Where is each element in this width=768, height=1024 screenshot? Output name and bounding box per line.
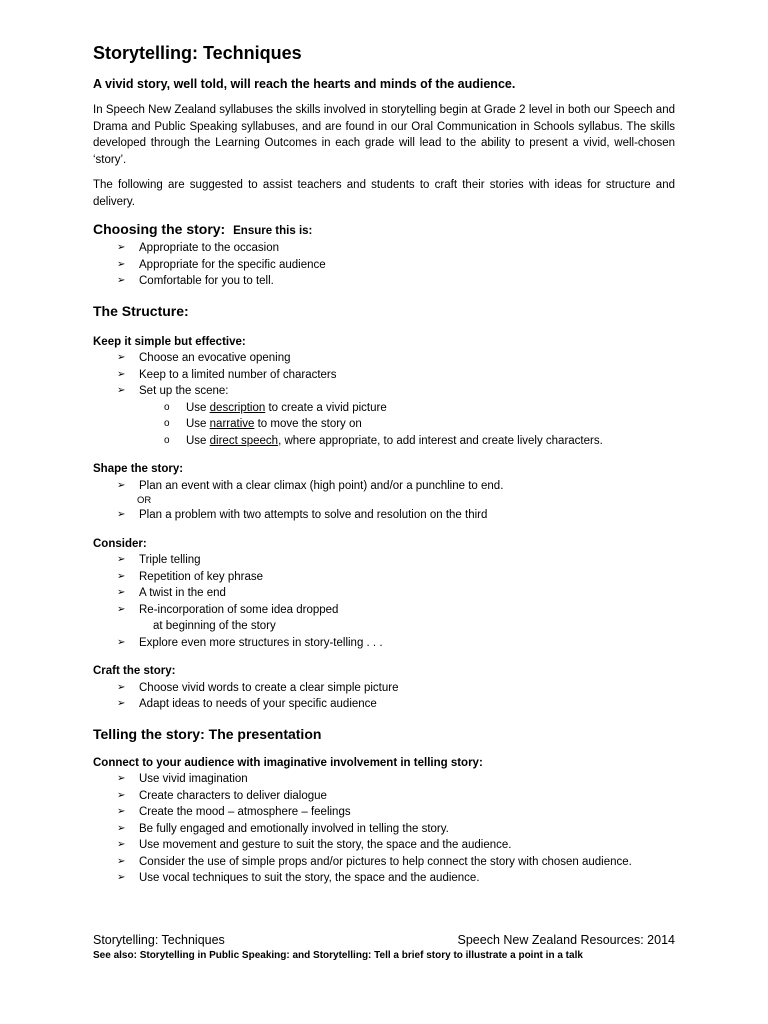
keep-list: [93, 350, 675, 400]
list-item: ➢ Adapt ideas to needs of your specific audience: [93, 696, 675, 713]
footer-row: [93, 932, 675, 948]
document-page: [93, 40, 675, 887]
list-item: ➢ Plan an event with a clear climax (high point) and/or a punchline to end.: [93, 478, 675, 495]
choosing-note: Ensure this is:: [233, 225, 313, 237]
intro-paragraph-1: In Speech New Zealand syllabuses the skills involved in storytelling begin at Grade 2 level in both our Speech and Drama and Public Speaking syllabuses, and are found in our Oral Communication in Schools syllabus. The skills developed through the Learning Outcomes in each grade will lead to the ability to present a vivid, well-chosen ‘story’.: [93, 104, 675, 166]
list-item: o Use description to create a vivid picture: [93, 400, 675, 417]
arrow-bullet-icon: ➢: [117, 872, 126, 883]
shape-list: [93, 478, 675, 495]
arrow-bullet-icon: ➢: [117, 855, 126, 867]
shape-list-2: [93, 507, 675, 524]
list-item: ➢ Choose vivid words to create a clear simple picture: [93, 680, 675, 697]
list-item: ➢ Create characters to deliver dialogue: [93, 788, 675, 805]
list-item: ➢ Appropriate to the occasion: [93, 240, 675, 257]
section-heading-telling: Telling the story: The presentation: [93, 725, 322, 742]
consider-continuation: at beginning of the story: [153, 620, 276, 632]
list-item: ➢ Consider the use of simple props and/or pictures to help connect the story with chosen audience.: [93, 854, 675, 871]
choosing-list: [93, 240, 675, 290]
footer-left: Storytelling: Techniques: [93, 933, 225, 947]
footer-right: Speech New Zealand Resources: 2014: [457, 933, 675, 947]
arrow-bullet-icon: ➢: [117, 242, 126, 253]
circle-bullet-icon: o: [164, 418, 170, 429]
arrow-bullet-icon: ➢: [117, 258, 126, 270]
telling-list: [93, 771, 675, 887]
section-heading-choosing: [93, 220, 675, 240]
list-item: ➢ Triple telling: [93, 552, 675, 569]
craft-label: Craft the story:: [93, 665, 176, 677]
arrow-bullet-icon: ➢: [117, 681, 126, 693]
section-heading-structure: The Structure:: [93, 302, 189, 319]
list-item: ➢ Comfortable for you to tell.: [93, 273, 675, 290]
arrow-bullet-icon: ➢: [117, 698, 126, 709]
list-item: ➢ Choose an evocative opening: [93, 350, 675, 367]
list-item: ➢ Use vivid imagination: [93, 771, 675, 788]
arrow-bullet-icon: ➢: [117, 789, 126, 801]
shape-label: Shape the story:: [93, 463, 184, 475]
list-item: ➢ Explore even more structures in story-telling . . .: [93, 635, 675, 652]
list-item: ➢ Use movement and gesture to suit the story, the space and the audience.: [93, 837, 675, 854]
arrow-bullet-icon: ➢: [117, 479, 126, 491]
intro-paragraph-2: The following are suggested to assist teachers and students to craft their stories with ideas for structure and delivery.: [93, 179, 675, 208]
page-subtitle: A vivid story, well told, will reach the hearts and minds of the audience.: [93, 77, 516, 91]
consider-label: Consider:: [93, 537, 147, 550]
list-item: ➢ Use vocal techniques to suit the story, the space and the audience.: [93, 870, 675, 887]
list-item: o Use direct speech, where appropriate, to add interest and create lively characters.: [93, 433, 675, 450]
circle-bullet-icon: o: [164, 401, 170, 413]
arrow-bullet-icon: ➢: [117, 603, 126, 615]
arrow-bullet-icon: ➢: [117, 587, 126, 598]
scene-list: [93, 400, 675, 450]
connect-label: Connect to your audience with imaginative involvement in telling story:: [93, 756, 483, 769]
list-item: ➢ Plan a problem with two attempts to solve and resolution on the third: [93, 507, 675, 524]
list-item: ➢ Appropriate for the specific audience: [93, 257, 675, 274]
circle-bullet-icon: o: [164, 434, 170, 446]
arrow-bullet-icon: ➢: [117, 570, 126, 582]
arrow-bullet-icon: ➢: [117, 554, 126, 565]
choosing-heading-text: Choosing the story:: [93, 221, 226, 237]
consider-list: [93, 552, 675, 618]
list-item: ➢ Repetition of key phrase: [93, 569, 675, 586]
arrow-bullet-icon: ➢: [117, 352, 126, 363]
arrow-bullet-icon: ➢: [117, 509, 126, 520]
list-item: ➢ Set up the scene:: [93, 383, 675, 400]
list-item: ➢ A twist in the end: [93, 585, 675, 602]
list-item: ➢ Create the mood – atmosphere – feelings: [93, 804, 675, 821]
craft-list: [93, 680, 675, 713]
page-title: Storytelling: Techniques: [93, 43, 302, 63]
footer-see-also: See also: Storytelling in Public Speaking: and Storytelling: Tell a brief story to illustrate a point in a talk: [93, 950, 583, 961]
arrow-bullet-icon: ➢: [117, 636, 126, 648]
page-footer: [93, 932, 675, 963]
list-item: ➢ Re-incorporation of some idea dropped: [93, 602, 675, 619]
arrow-bullet-icon: ➢: [117, 368, 126, 380]
or-separator: OR: [137, 495, 152, 506]
list-item: ➢ Be fully engaged and emotionally involved in telling the story.: [93, 821, 675, 838]
arrow-bullet-icon: ➢: [117, 806, 126, 817]
list-item: o Use narrative to move the story on: [93, 416, 675, 433]
arrow-bullet-icon: ➢: [117, 275, 126, 286]
arrow-bullet-icon: ➢: [117, 822, 126, 834]
arrow-bullet-icon: ➢: [117, 385, 126, 396]
keep-label: Keep it simple but effective:: [93, 335, 246, 348]
arrow-bullet-icon: ➢: [117, 773, 126, 784]
list-item: ➢ Keep to a limited number of characters: [93, 367, 675, 384]
arrow-bullet-icon: ➢: [117, 839, 126, 850]
consider-list-2: [93, 635, 675, 652]
